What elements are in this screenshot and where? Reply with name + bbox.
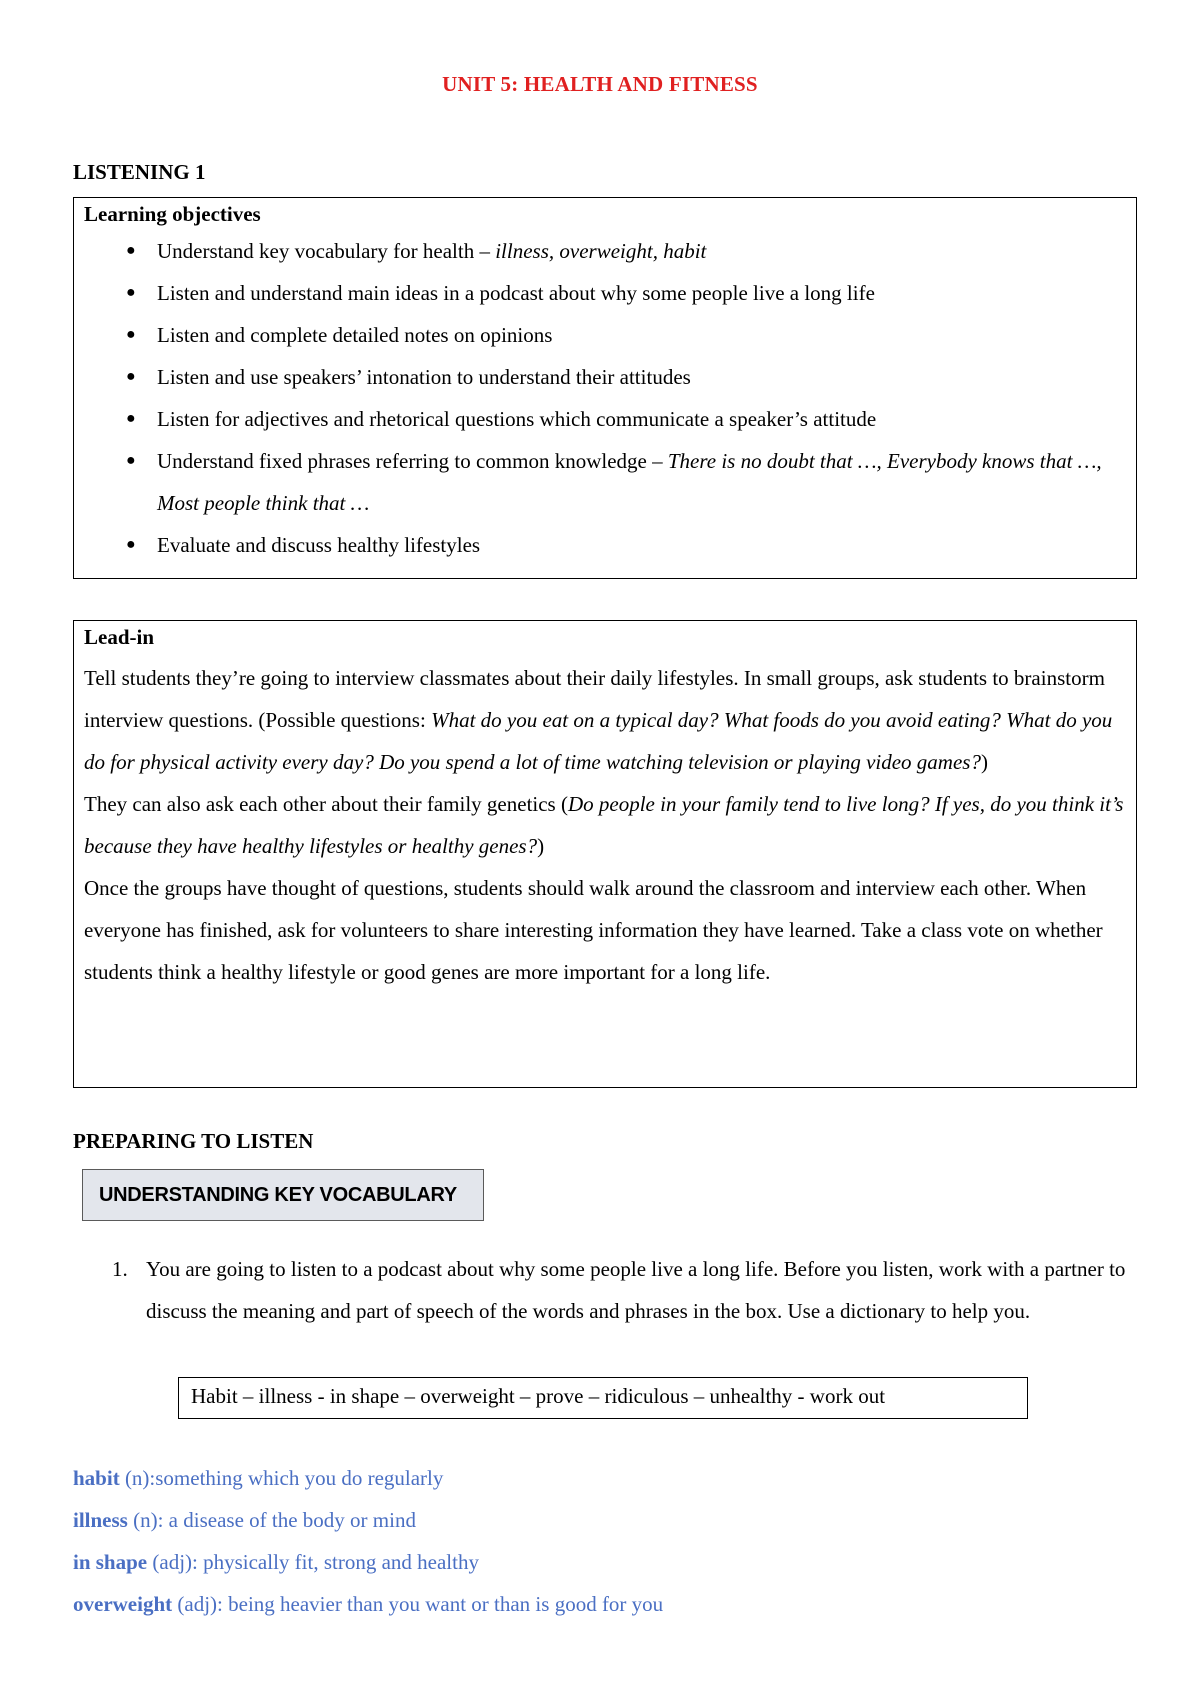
question-1 <box>112 1248 1132 1332</box>
lead-in-paragraph: They can also ask each other about their family genetics (Do people in your family tend to live long? If yes, do you think it’s because they have healthy lifestyles or healthy genes?) <box>84 792 1124 858</box>
list-item: ● Understand key vocabulary for health – illness, overweight, habit <box>74 230 1136 272</box>
bullet-icon: ● <box>126 284 136 301</box>
lead-in-box <box>73 620 1137 1088</box>
bullet-icon: ● <box>126 326 136 343</box>
bullet-icon: ● <box>126 242 136 259</box>
definition-item: illness (n): a disease of the body or mind <box>73 1508 416 1532</box>
question-text: You are going to listen to a podcast about why some people live a long life. Before you listen, work with a partner to discuss the meaning and part of speech of the words and phrases in the box. Use a dictionary to help you. <box>146 1257 1126 1323</box>
list-item: ● Evaluate and discuss healthy lifestyles <box>74 524 1136 566</box>
section-tag: UNDERSTANDING KEY VOCABULARY <box>82 1169 484 1221</box>
objectives-box <box>73 197 1137 579</box>
list-item: ● Listen and complete detailed notes on opinions <box>74 314 1136 356</box>
list-item: ● Understand fixed phrases referring to common knowledge – There is no doubt that …, Everybody knows that …, Most people think that … <box>74 440 1136 524</box>
bullet-icon: ● <box>126 452 136 469</box>
question-number: 1. <box>112 1257 128 1281</box>
definition-item: in shape (adj): physically fit, strong and healthy <box>73 1550 479 1574</box>
definition-item: overweight (adj): being heavier than you want or than is good for you <box>73 1592 664 1616</box>
objectives-list <box>74 230 1136 566</box>
preparing-heading: PREPARING TO LISTEN <box>73 1129 314 1153</box>
page-title: UNIT 5: HEALTH AND FITNESS <box>442 72 758 96</box>
list-item: ● Listen and understand main ideas in a podcast about why some people live a long life <box>74 272 1136 314</box>
bullet-icon: ● <box>126 410 136 427</box>
bullet-icon: ● <box>126 368 136 385</box>
bullet-icon: ● <box>126 536 136 553</box>
list-item: ● Listen for adjectives and rhetorical questions which communicate a speaker’s attitude <box>74 398 1136 440</box>
lead-in-heading: Lead-in <box>84 625 155 649</box>
list-item: ● Listen and use speakers’ intonation to understand their attitudes <box>74 356 1136 398</box>
lead-in-paragraph: Tell students they’re going to interview classmates about their daily lifestyles. In small groups, ask students to brainstorm interview questions. (Possible questions: What do you eat on a typical day? What foods do you avoid eating? What do you do for physical activity every day? Do you spend a lot of time watching television or playing video games?) <box>84 666 1113 774</box>
word-box: Habit – illness - in shape – overweight – prove – ridiculous – unhealthy - work out <box>178 1377 1028 1419</box>
lead-in-text <box>84 657 1124 993</box>
lead-in-paragraph: Once the groups have thought of questions, students should walk around the classroom and interview each other. When everyone has finished, ask for volunteers to share interesting information they have learned. Take a class vote on whether students think a healthy lifestyle or good genes are more important for a long life. <box>84 876 1103 984</box>
definition-item: habit (n):something which you do regularly <box>73 1466 444 1490</box>
listening-heading: LISTENING 1 <box>73 160 206 184</box>
objectives-heading: Learning objectives <box>84 202 261 226</box>
